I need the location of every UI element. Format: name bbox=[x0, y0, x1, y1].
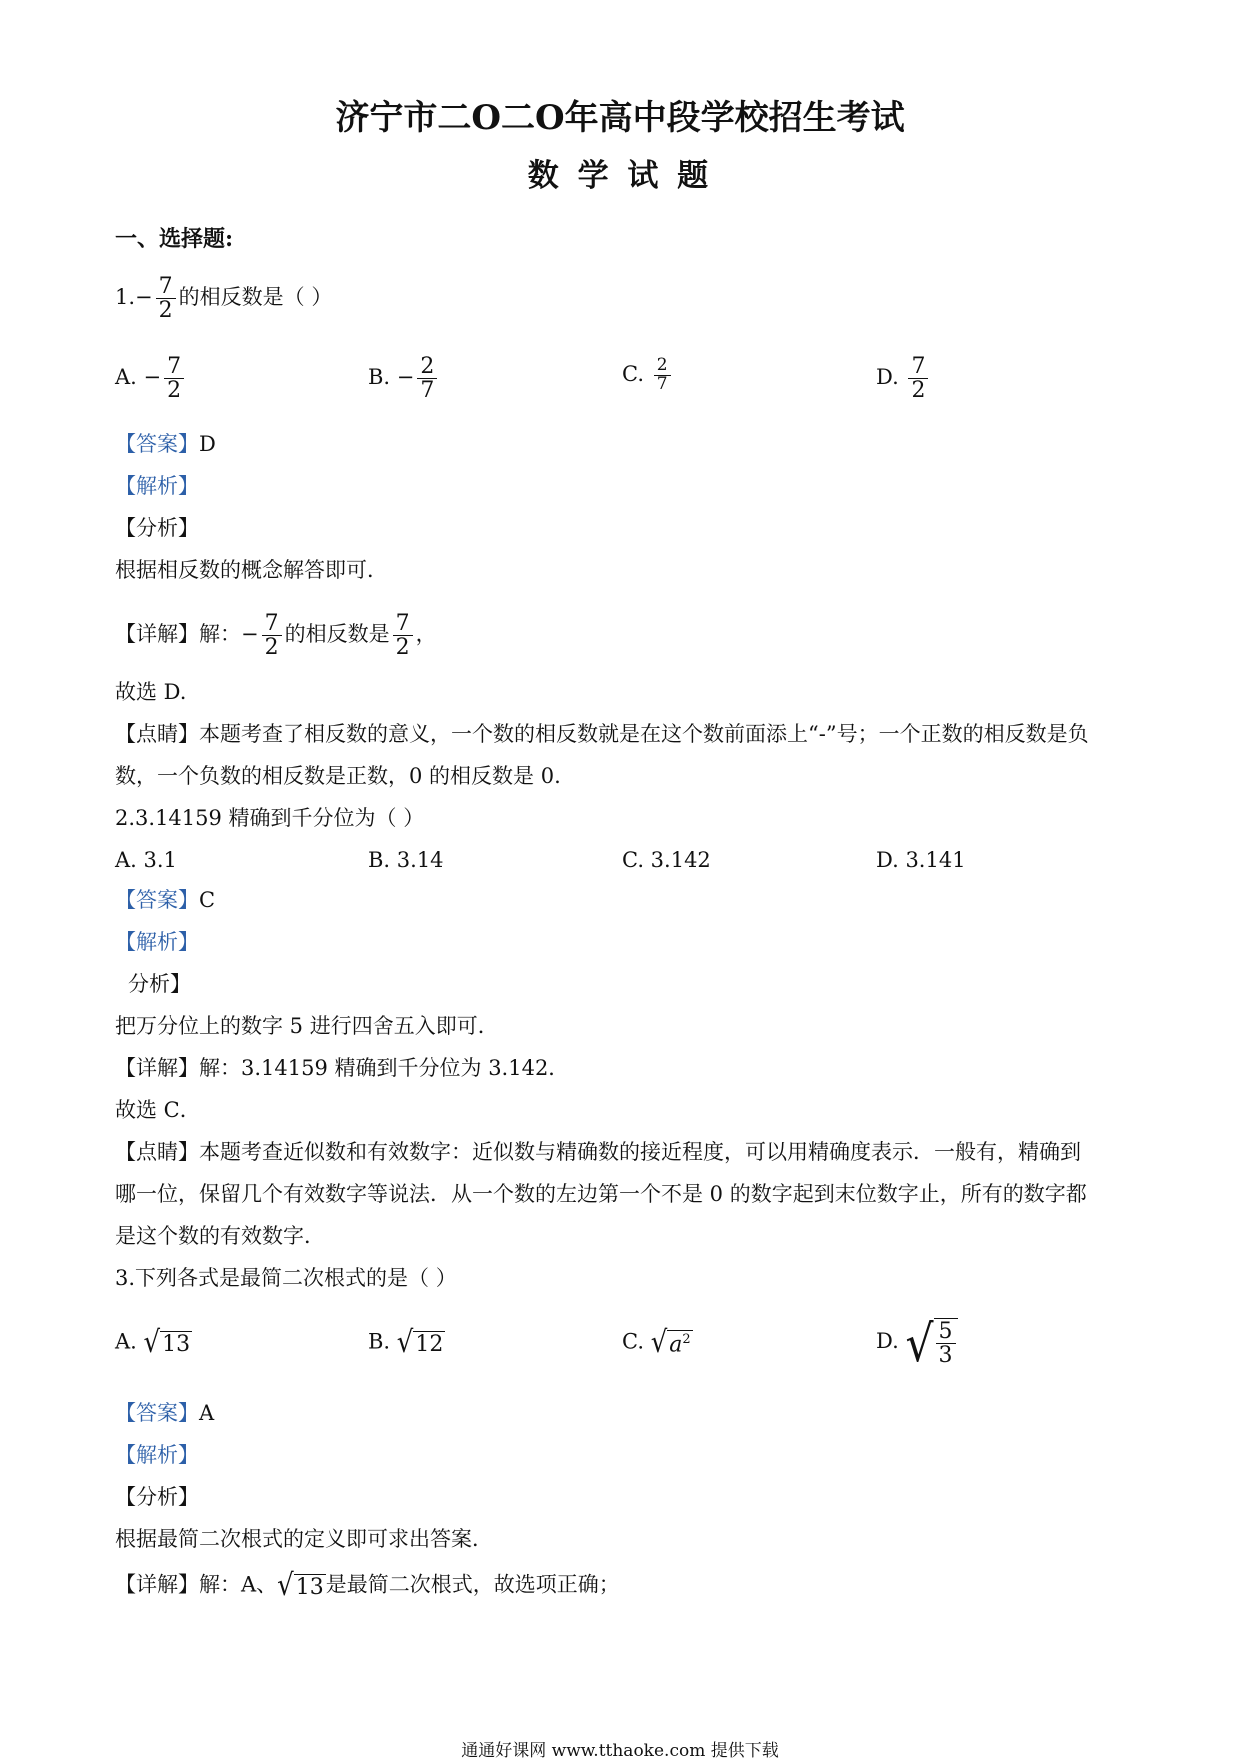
q3-fenxi-text: 根据最简二次根式的定义即可求出答案． bbox=[115, 1527, 493, 1551]
q2-analysis-tag: 【解析】 bbox=[115, 930, 199, 954]
q1-comment-1: 【点睛】本题考查了相反数的意义，一个数的相反数就是在这个数前面添上“-”号；一个正数的相反数是负 bbox=[115, 722, 1089, 746]
q1-fenxi-tag: 【分析】 bbox=[115, 516, 199, 540]
q2-option-c: C. 3.142 bbox=[622, 848, 711, 872]
q1-choose: 故选 D. bbox=[115, 680, 187, 704]
q3-stem: 3.下列各式是最简二次根式的是（ ） bbox=[115, 1266, 457, 1290]
sqrt-sign: √ 13 bbox=[277, 1568, 324, 1604]
q1-analysis-tag: 【解析】 bbox=[115, 474, 199, 498]
q3-option-a: A. √ 13 bbox=[115, 1325, 191, 1361]
q1-option-a: A. − $\frac{7}{2}$ bbox=[115, 355, 187, 402]
q3-option-b: B. √ 12 bbox=[368, 1325, 444, 1361]
q2-option-a: A. 3.1 bbox=[115, 848, 177, 872]
q1-answer: 【答案】D bbox=[115, 432, 216, 456]
q2-fenxi-text: 把万分位上的数字 5 进行四舍五入即可． bbox=[115, 1014, 499, 1038]
q1-comment-2: 数，一个负数的相反数是正数，0 的相反数是 0. bbox=[115, 764, 561, 788]
sqrt-sign: √ $a^2$ bbox=[650, 1326, 691, 1361]
page-subtitle: 数 学 试 题 bbox=[527, 158, 713, 194]
section-heading: 一、选择题: bbox=[115, 226, 234, 252]
q2-option-b: B. 3.14 bbox=[368, 848, 444, 872]
sqrt-sign: √ $\frac{5}{3}$ bbox=[905, 1318, 957, 1367]
q2-stem: 2.3.14159 精确到千分位为（ ） bbox=[115, 806, 425, 830]
q3-option-d: D. √ $\frac{5}{3}$ bbox=[876, 1318, 958, 1367]
page-title: 济宁市二O二O年高中段学校招生考试 bbox=[335, 98, 905, 138]
q2-detail: 【详解】解：3.14159 精确到千分位为 3.142． bbox=[115, 1056, 570, 1080]
q2-answer: 【答案】C bbox=[115, 888, 216, 912]
sqrt-sign: √ 13 bbox=[143, 1325, 191, 1361]
q2-option-d: D. 3.141 bbox=[876, 848, 966, 872]
q1-detail: 【详解】解：− $\frac{7}{2}$ 的相反数是 $\frac{7}{2}$ ， bbox=[115, 611, 437, 661]
q1-option-c: C. $\frac{2}{7}$ bbox=[622, 357, 674, 394]
q1-option-d: D. $\frac{7}{2}$ bbox=[876, 355, 931, 402]
q1-stem: 1.− $\frac{7}{2}$ 的相反数是（ ） bbox=[115, 274, 333, 324]
q3-analysis-tag: 【解析】 bbox=[115, 1443, 199, 1467]
footer-credit: 通通好课网 www.tthaoke.com 提供下载 bbox=[461, 1741, 779, 1761]
fraction: $\frac{7}{2}$ bbox=[156, 275, 176, 322]
q3-option-c: C. √ $a^2$ bbox=[622, 1326, 691, 1361]
q1-option-b: B. − $\frac{2}{7}$ bbox=[368, 355, 440, 402]
q1-fenxi-text: 根据相反数的概念解答即可． bbox=[115, 558, 388, 582]
q2-comment-1: 【点睛】本题考查近似数和有效数字：近似数与精确数的接近程度，可以用精确度表示．一般有，精确到 bbox=[115, 1140, 1081, 1164]
q3-answer: 【答案】A bbox=[115, 1401, 215, 1425]
q2-comment-3: 是这个数的有效数字． bbox=[115, 1224, 325, 1248]
q2-fenxi-tag: 分析】 bbox=[128, 972, 191, 996]
q3-fenxi-tag: 【分析】 bbox=[115, 1485, 199, 1509]
q2-choose: 故选 C． bbox=[115, 1098, 201, 1122]
q2-comment-2: 哪一位，保留几个有效数字等说法．从一个数的左边第一个不是 0 的数字起到末位数字止，所有的数字都 bbox=[115, 1182, 1087, 1206]
q3-detail: 【详解】解：A、 √ 13 是最简二次根式，故选项正确； bbox=[115, 1568, 620, 1604]
sqrt-sign: √ 12 bbox=[396, 1325, 444, 1361]
